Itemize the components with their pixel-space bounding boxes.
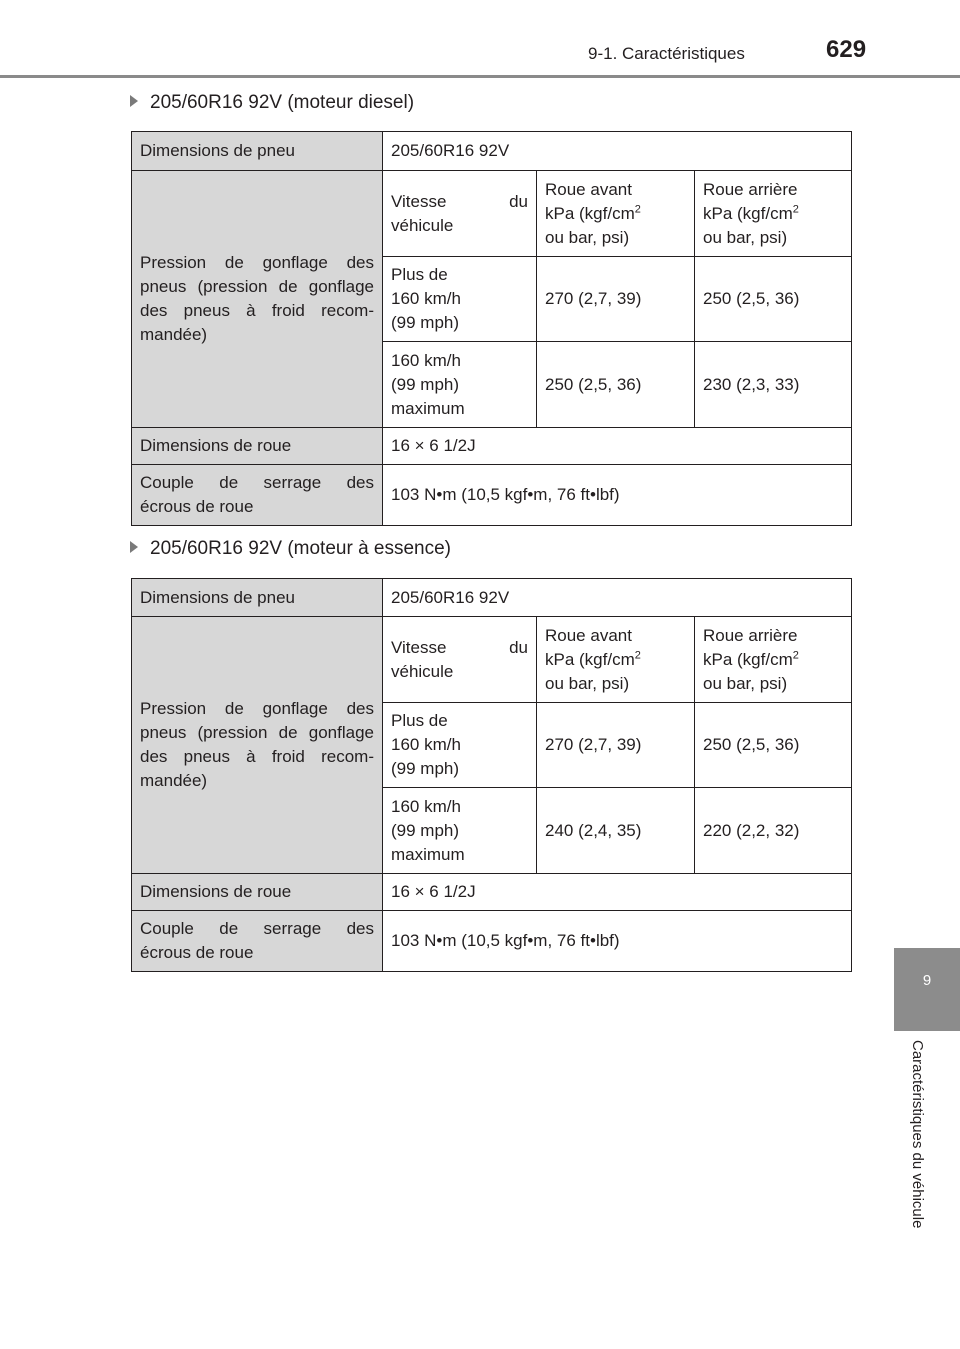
speed-header-word: du: [509, 637, 528, 657]
front-header-unit: kPa (kgf/cm: [545, 649, 635, 669]
section-title-text: 205/60R16 92V (moteur à essence): [150, 538, 452, 559]
front-header-line: ou bar, psi): [545, 227, 630, 247]
wheel-size-label: Dimensions de roue: [132, 428, 383, 465]
wheel-size-value: 16 × 6 1/2J: [383, 874, 852, 911]
table-row: [132, 911, 852, 972]
spec-table-diesel: [131, 131, 852, 526]
speed-line: (99 mph): [391, 820, 460, 840]
rear-pressure-value: 250 (2,5, 36): [695, 703, 852, 788]
superscript: 2: [792, 202, 799, 215]
speed-cell: [383, 257, 537, 342]
speed-line: maximum: [391, 844, 465, 864]
section-title-diesel: [130, 92, 414, 114]
pressure-label-line: pneus (pression de gonflage: [140, 277, 374, 296]
rear-wheel-header: [695, 171, 852, 257]
torque-value: 103 N•m (10,5 kgf•m, 76 ft•lbf): [383, 911, 852, 972]
front-header-unit: kPa (kgf/cm: [545, 203, 635, 223]
speed-line: maximum: [391, 398, 465, 418]
spec-table-petrol: [131, 578, 852, 972]
pressure-label-line: mandée): [140, 325, 208, 344]
speed-cell: [383, 703, 537, 788]
rear-header-unit: kPa (kgf/cm: [703, 203, 793, 223]
triangle-bullet-icon: [130, 541, 138, 553]
pressure-label-line: mandée): [140, 771, 208, 790]
front-header-line: Roue avant: [545, 625, 632, 645]
rear-header-line: ou bar, psi): [703, 673, 788, 693]
tire-size-value: 205/60R16 92V: [383, 579, 852, 617]
table-row: [132, 428, 852, 465]
rear-pressure-value: 230 (2,3, 33): [695, 342, 852, 428]
speed-line: 160 km/h: [391, 796, 461, 816]
rear-wheel-header: [695, 617, 852, 703]
pressure-label: [132, 617, 383, 874]
speed-line: Plus de: [391, 711, 448, 730]
torque-label-line: écrous de roue: [140, 497, 254, 516]
speed-line: (99 mph): [391, 759, 460, 778]
pressure-label-line: des pneus à froid recom-: [140, 747, 374, 766]
superscript: 2: [634, 202, 641, 215]
speed-line: 160 km/h: [391, 350, 461, 370]
torque-label: [132, 911, 383, 972]
wheel-size-label: Dimensions de roue: [132, 874, 383, 911]
torque-value: 103 N•m (10,5 kgf•m, 76 ft•lbf): [383, 465, 852, 526]
triangle-bullet-icon: [130, 95, 138, 107]
section-title-text: 205/60R16 92V (moteur diesel): [150, 92, 415, 113]
tire-size-label: Dimensions de pneu: [132, 132, 383, 171]
table-row: [132, 171, 852, 257]
chapter-tab[interactable]: [894, 948, 960, 1031]
speed-line: (99 mph): [391, 374, 460, 394]
rear-header-line: ou bar, psi): [703, 227, 788, 247]
torque-label-line: écrous de roue: [140, 943, 254, 962]
speed-header-line: véhicule: [391, 661, 454, 681]
speed-cell: [383, 342, 537, 428]
section-title-petrol: [130, 538, 451, 560]
pressure-label-line: Pression de gonflage des: [140, 253, 374, 272]
speed-line: Plus de: [391, 265, 448, 284]
torque-label-line: Couple de serrage des: [140, 919, 374, 938]
chapter-tab-number: 9: [922, 972, 932, 989]
front-wheel-header: [537, 617, 695, 703]
torque-label: [132, 465, 383, 526]
front-header-line: ou bar, psi): [545, 673, 630, 693]
speed-line: (99 mph): [391, 313, 460, 332]
speed-header: [383, 617, 537, 703]
pressure-label: [132, 171, 383, 428]
rear-pressure-value: 250 (2,5, 36): [695, 257, 852, 342]
wheel-size-value: 16 × 6 1/2J: [383, 428, 852, 465]
table-row: [132, 874, 852, 911]
rear-header-line: Roue arrière: [703, 625, 798, 645]
rear-pressure-value: 220 (2,2, 32): [695, 788, 852, 874]
chapter-tab-label: Caractéristiques du véhicule: [909, 1040, 926, 1229]
header-section-title: 9-1. Caractéristiques: [588, 44, 745, 63]
speed-cell: [383, 788, 537, 874]
table-row: [132, 579, 852, 617]
front-wheel-header: [537, 171, 695, 257]
pressure-label-line: pneus (pression de gonflage: [140, 723, 374, 742]
pressure-label-line: Pression de gonflage des: [140, 699, 374, 718]
front-pressure-value: 270 (2,7, 39): [537, 257, 695, 342]
speed-header-word: du: [509, 191, 528, 211]
front-header-line: Roue avant: [545, 179, 632, 199]
speed-header-word: Vitesse: [391, 637, 447, 657]
speed-header-line: véhicule: [391, 215, 454, 235]
speed-line: 160 km/h: [391, 735, 461, 754]
front-pressure-value: 240 (2,4, 35): [537, 788, 695, 874]
speed-header: [383, 171, 537, 257]
front-pressure-value: 250 (2,5, 36): [537, 342, 695, 428]
front-pressure-value: 270 (2,7, 39): [537, 703, 695, 788]
speed-line: 160 km/h: [391, 289, 461, 308]
superscript: 2: [792, 648, 799, 661]
torque-label-line: Couple de serrage des: [140, 473, 374, 492]
table-row: [132, 465, 852, 526]
rear-header-unit: kPa (kgf/cm: [703, 649, 793, 669]
tire-size-label: Dimensions de pneu: [132, 579, 383, 617]
table-row: [132, 617, 852, 703]
rear-header-line: Roue arrière: [703, 179, 798, 199]
tire-size-value: 205/60R16 92V: [383, 132, 852, 171]
table-row: [132, 132, 852, 171]
header-divider: [0, 75, 960, 78]
speed-header-word: Vitesse: [391, 191, 447, 211]
page-number: 629: [826, 36, 867, 63]
pressure-label-line: des pneus à froid recom-: [140, 301, 374, 320]
superscript: 2: [634, 648, 641, 661]
